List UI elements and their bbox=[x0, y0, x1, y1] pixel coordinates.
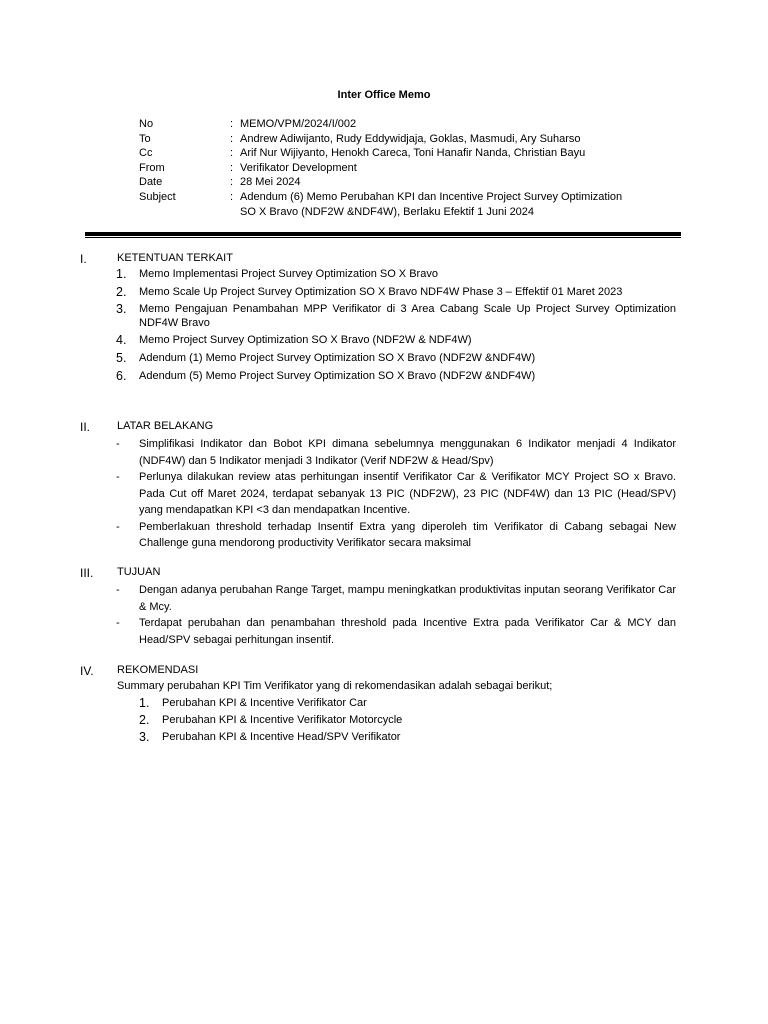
memo-header-fields bbox=[139, 117, 680, 219]
field-colon: : bbox=[230, 132, 234, 145]
item-number: 2. bbox=[116, 284, 127, 299]
ketentuan-list bbox=[116, 268, 676, 387]
section-number: I. bbox=[80, 252, 87, 266]
tujuan-list bbox=[116, 582, 676, 648]
item-number: 2. bbox=[139, 713, 150, 727]
field-label: Subject bbox=[139, 190, 176, 203]
list-item bbox=[116, 352, 676, 365]
header-divider-thick bbox=[85, 232, 681, 236]
list-item bbox=[116, 436, 676, 469]
field-no bbox=[139, 117, 680, 132]
item-text: Memo Pengajuan Penambahan MPP Verifikator di 3 Area Cabang Scale Up Project Survey Optimization NDF4W Bravo bbox=[139, 303, 676, 329]
item-text: Memo Scale Up Project Survey Optimization SO X Bravo NDF4W Phase 3 – Effektif 01 Maret 2023 bbox=[139, 285, 623, 298]
list-item bbox=[139, 731, 662, 744]
field-colon: : bbox=[230, 176, 234, 189]
field-label: To bbox=[139, 132, 151, 145]
item-text: Adendum (5) Memo Project Survey Optimization SO X Bravo (NDF2W &NDF4W) bbox=[139, 369, 536, 382]
header-divider-thin bbox=[85, 237, 681, 238]
list-item bbox=[116, 303, 676, 329]
item-number: 5. bbox=[116, 351, 127, 366]
rekomendasi-intro: Summary perubahan KPI Tim Verifikator yang di rekomendasikan adalah sebagai berikut; bbox=[117, 680, 553, 692]
field-label: From bbox=[139, 161, 165, 174]
item-text: Simplifikasi Indikator dan Bobot KPI dimana sebelumnya menggunakan 6 Indikator menjadi 4 Indikator (NDF4W) dan 5 Indikator menjadi 3 Indikator (Verif NDF2W & Head/Spv) bbox=[139, 438, 676, 467]
item-dash: - bbox=[116, 584, 120, 596]
item-text: Perlunya dilakukan review atas perhitungan insentif Verifikator Car & Verifikator MCY Project SO x Bravo. Pada Cut off Maret 2024, terdapat sebanyak 13 PIC (NDF2W), 23 PIC (NDF4W) dan 13 PIC (Head/SPV) yang mendapatkan KPI <3 dan mendapatkan Incentive. bbox=[139, 471, 676, 516]
section-number: IV. bbox=[80, 664, 94, 678]
item-number: 3. bbox=[116, 302, 127, 317]
list-item bbox=[116, 582, 676, 615]
item-text: Memo Project Survey Optimization SO X Bravo (NDF2W & NDF4W) bbox=[139, 334, 472, 347]
list-item bbox=[116, 469, 676, 519]
item-number: 3. bbox=[139, 730, 150, 744]
section-number: II. bbox=[80, 420, 91, 434]
field-cc bbox=[139, 146, 680, 161]
list-item bbox=[116, 370, 676, 383]
subject-continuation: SO X Bravo (NDF2W &NDF4W), Berlaku Efektif 1 Juni 2024 bbox=[240, 205, 535, 218]
item-number: 4. bbox=[116, 333, 127, 348]
field-from bbox=[139, 161, 680, 176]
section-number: III. bbox=[80, 566, 94, 580]
item-dash: - bbox=[116, 520, 120, 533]
item-text: Perubahan KPI & Incentive Verifikator Car bbox=[162, 697, 367, 709]
item-text: Adendum (1) Memo Project Survey Optimization SO X Bravo (NDF2W &NDF4W) bbox=[139, 352, 536, 365]
list-item bbox=[116, 268, 676, 281]
field-colon: : bbox=[230, 190, 234, 203]
field-value: 28 Mei 2024 bbox=[240, 176, 301, 189]
section-title: REKOMENDASI bbox=[117, 664, 199, 676]
field-label: Date bbox=[139, 176, 163, 189]
field-date bbox=[139, 175, 680, 190]
field-colon: : bbox=[230, 147, 234, 160]
list-item bbox=[139, 697, 662, 710]
latar-belakang-list bbox=[116, 436, 676, 552]
list-item bbox=[116, 519, 676, 552]
item-dash: - bbox=[116, 617, 120, 629]
memo-title: Inter Office Memo bbox=[337, 89, 431, 101]
item-text: Perubahan KPI & Incentive Head/SPV Verifikator bbox=[162, 731, 401, 743]
item-dash: - bbox=[116, 471, 120, 483]
section-title: TUJUAN bbox=[117, 566, 161, 578]
item-text: Memo Implementasi Project Survey Optimization SO X Bravo bbox=[139, 268, 438, 280]
list-item bbox=[116, 286, 676, 299]
item-text: Perubahan KPI & Incentive Verifikator Motorcycle bbox=[162, 714, 403, 726]
field-value: Arif Nur Wijiyanto, Henokh Careca, Toni Hanafir Nanda, Christian Bayu bbox=[240, 147, 586, 160]
item-text: Dengan adanya perubahan Range Target, mampu meningkatkan produktivitas inputan seorang Verifikator Car & Mcy. bbox=[139, 584, 676, 613]
field-label: No bbox=[139, 118, 154, 130]
field-value: Verifikator Development bbox=[240, 161, 357, 174]
field-colon: : bbox=[230, 161, 234, 174]
section-title: LATAR BELAKANG bbox=[117, 420, 214, 432]
section-title: KETENTUAN TERKAIT bbox=[117, 252, 233, 264]
list-item bbox=[139, 714, 662, 727]
list-item bbox=[116, 615, 676, 648]
item-text: Pemberlakuan threshold terhadap Insentif Extra yang diperoleh tim Verifikator di Cabang sebagai New Challenge guna mendorong productivity Verifikator secara maksimal bbox=[139, 520, 676, 549]
item-text: Terdapat perubahan dan penambahan threshold pada Incentive Extra pada Verifikator Car & MCY dan Head/SPV sebagai perhitungan insentif. bbox=[139, 617, 676, 646]
field-value: Andrew Adiwijanto, Rudy Eddywidjaja, Goklas, Masmudi, Ary Suharso bbox=[240, 132, 581, 145]
field-label: Cc bbox=[139, 147, 153, 160]
list-item bbox=[116, 334, 676, 347]
field-colon: : bbox=[230, 118, 234, 130]
rekomendasi-list bbox=[139, 697, 662, 748]
field-to bbox=[139, 132, 680, 147]
field-value: MEMO/VPM/2024/I/002 bbox=[240, 118, 357, 130]
field-value: Adendum (6) Memo Perubahan KPI dan Incentive Project Survey Optimization bbox=[240, 190, 623, 203]
item-number: 6. bbox=[116, 368, 127, 383]
item-dash: - bbox=[116, 438, 120, 450]
item-number: 1. bbox=[116, 267, 127, 281]
item-number: 1. bbox=[139, 696, 150, 710]
field-subject bbox=[139, 190, 680, 205]
